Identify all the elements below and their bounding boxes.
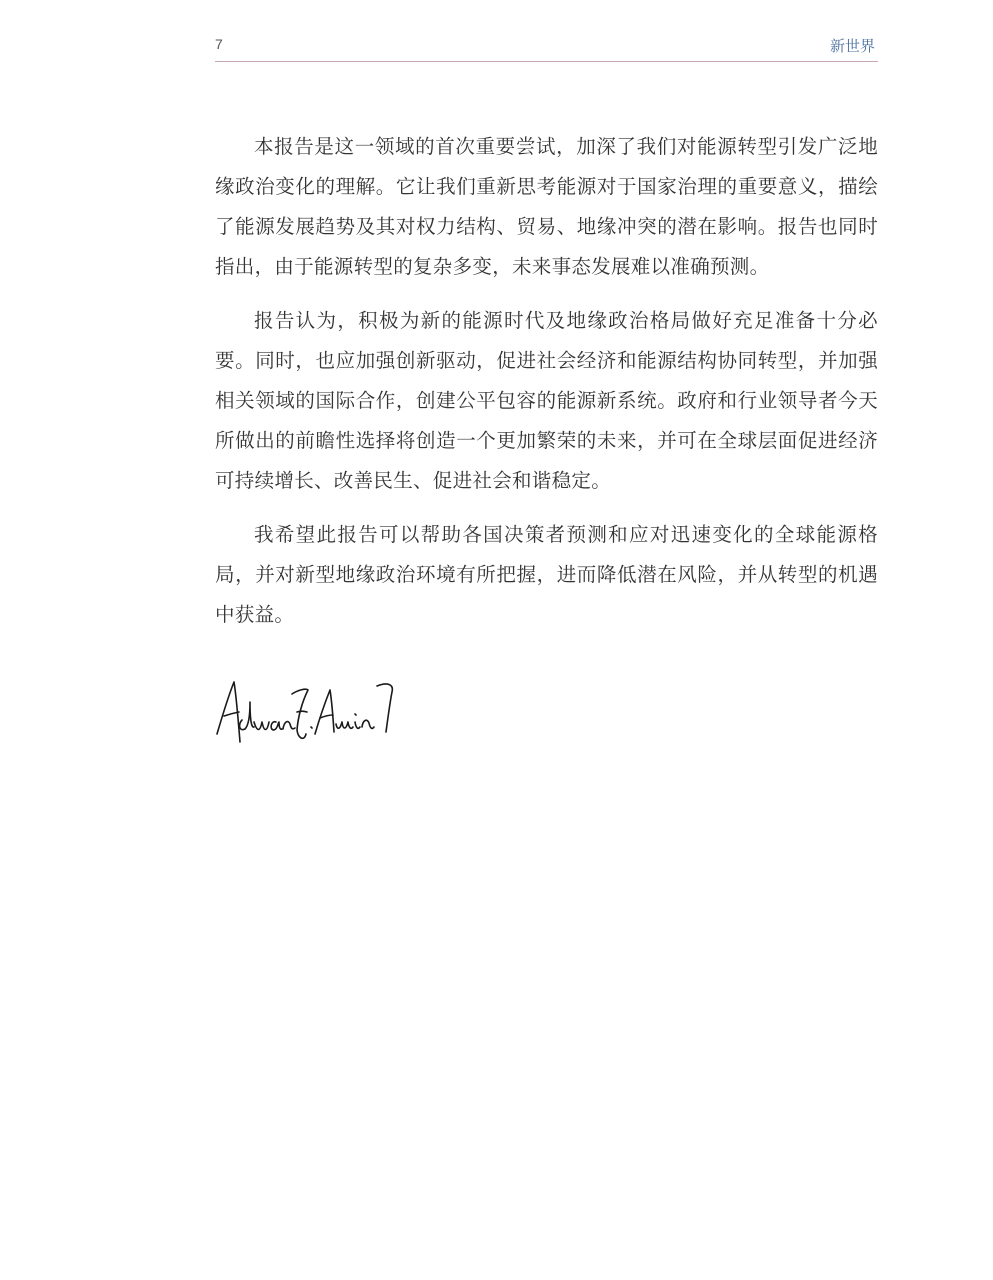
- signature: [212, 672, 402, 752]
- body-text: [215, 127, 878, 649]
- paragraph-2: 报告认为，积极为新的能源时代及地缘政治格局做好充足准备十分必要。同时，也应加强创新驱动，促进社会经济和能源结构协同转型，并加强相关领域的国际合作，创建公平包容的能源新系统。政府和行业领导者今天所做出的前瞻性选择将创造一个更加繁荣的未来，并可在全球层面促进经济可持续增长、改善民生、促进社会和谐稳定。: [215, 309, 878, 492]
- running-header-title: 新世界: [829, 37, 875, 55]
- header-divider: [215, 61, 878, 62]
- paragraph-1: 本报告是这一领域的首次重要尝试，加深了我们对能源转型引发广泛地缘政治变化的理解。它让我们重新思考能源对于国家治理的重要意义，描绘了能源发展趋势及其对权力结构、贸易、地缘冲突的潜在影响。报告也同时指出，由于能源转型的复杂多变，未来事态发展难以准确预测。: [215, 135, 878, 278]
- paragraph-3: 我希望此报告可以帮助各国决策者预测和应对迅速变化的全球能源格局，并对新型地缘政治环境有所把握，进而降低潜在风险，并从转型的机遇中获益。: [215, 523, 878, 626]
- page-number: 7: [215, 36, 223, 52]
- signature-icon: [212, 672, 402, 752]
